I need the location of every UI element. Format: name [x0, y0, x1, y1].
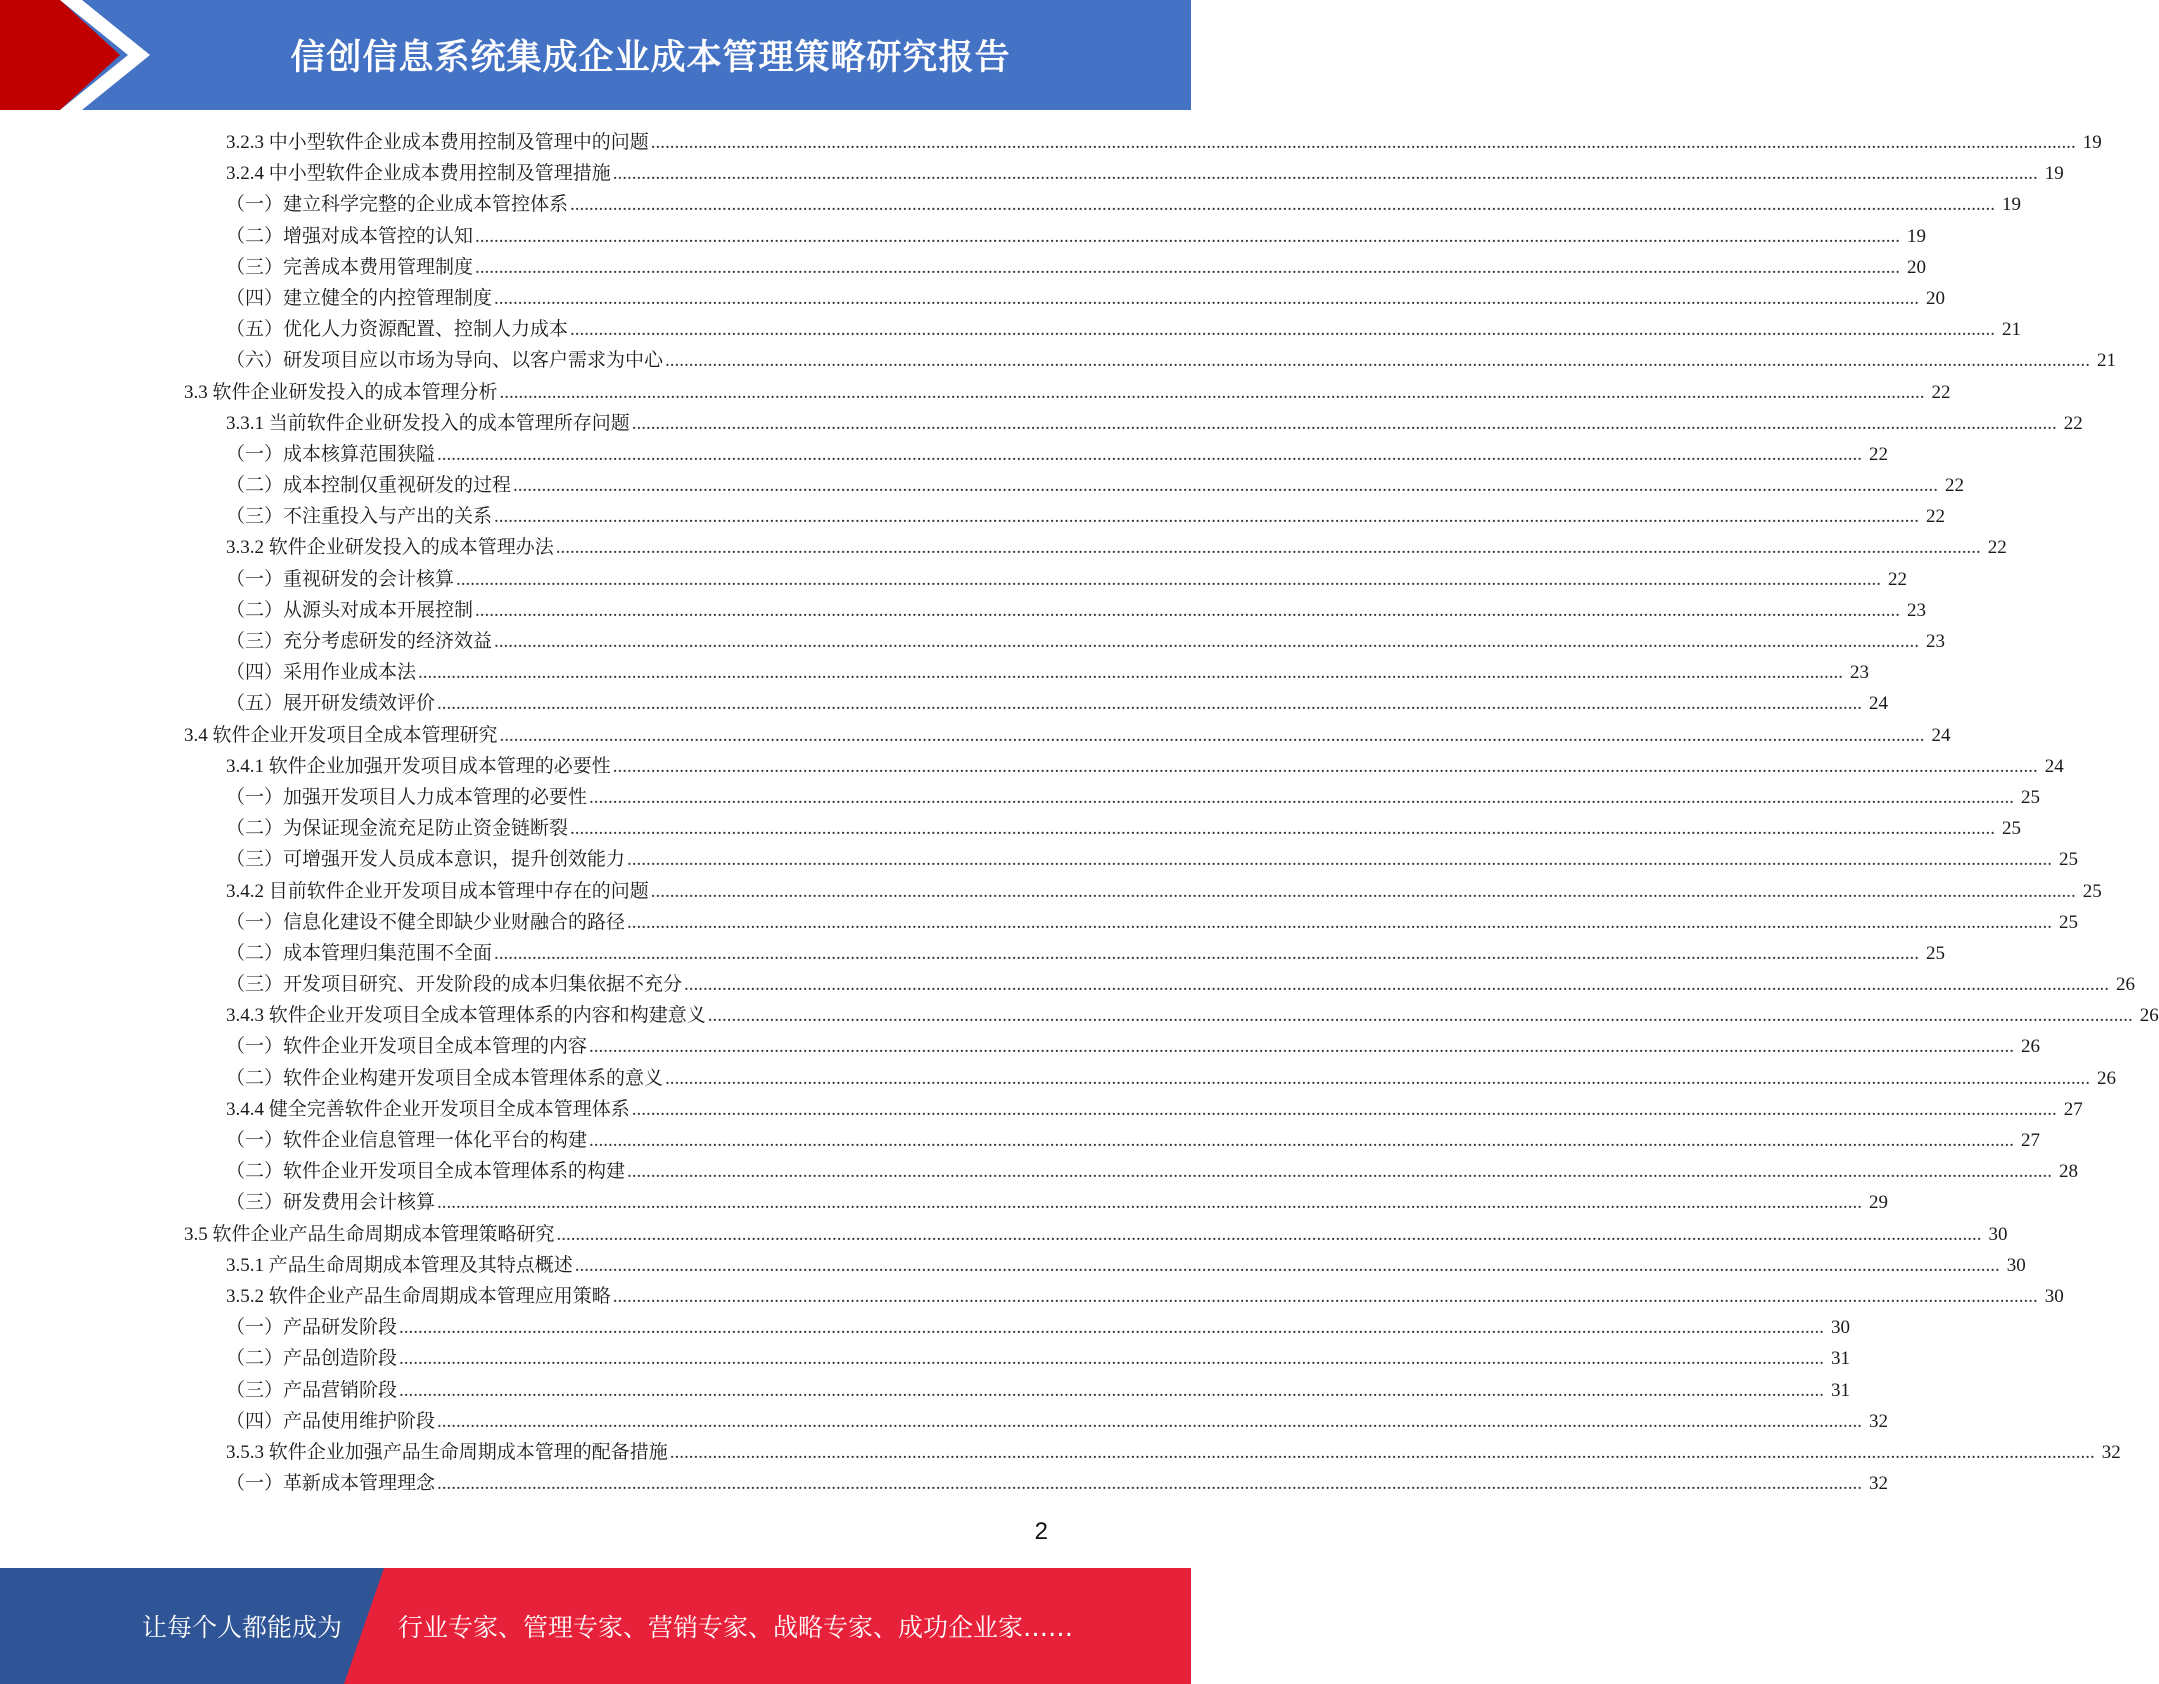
toc-entry-title: （一）软件企业开发项目全成本管理的内容 — [226, 1036, 588, 1058]
toc-leader-dots: ............................................................................................................................................................................................................................................................................................................ — [669, 1441, 2095, 1463]
toc-entry-page: 22 — [1926, 506, 1946, 528]
toc-entry-page: 22 — [2063, 412, 2083, 434]
toc-entry[interactable] — [0, 969, 2136, 1000]
toc-entry[interactable] — [0, 938, 1946, 969]
toc-entry[interactable] — [0, 1219, 2008, 1250]
toc-entry-title: （二）成本控制仅重视研发的过程 — [226, 475, 512, 497]
toc-entry[interactable] — [0, 127, 2102, 158]
toc-entry-page: 31 — [1831, 1379, 1851, 1401]
toc-entry-title: （四）产品使用维护阶段 — [226, 1410, 436, 1432]
toc-entry-page: 19 — [2002, 194, 2022, 216]
toc-entry[interactable] — [0, 595, 1927, 626]
toc-entry[interactable] — [0, 1187, 1889, 1218]
toc-entry[interactable] — [0, 1125, 2041, 1156]
toc-entry-page: 25 — [2002, 818, 2022, 840]
toc-entry[interactable] — [0, 1343, 1851, 1374]
toc-entry-title: 3.4.2 目前软件企业开发项目成本管理中存在的问题 — [226, 880, 649, 902]
toc-entry[interactable] — [0, 782, 2041, 813]
toc-entry[interactable] — [0, 189, 2022, 220]
toc-entry-title: （二）产品创造阶段 — [226, 1348, 398, 1370]
toc-entry-title: 3.4 软件企业开发项目全成本管理研究 — [184, 724, 498, 746]
toc-entry[interactable] — [0, 1094, 2083, 1125]
toc-entry-title: 3.5.3 软件企业加强产品生命周期成本管理的配备措施 — [226, 1441, 668, 1463]
toc-entry[interactable] — [0, 1437, 2121, 1468]
toc-leader-dots: ............................................................................................................................................................................................................................................................................................................ — [612, 163, 2038, 185]
toc-leader-dots: ............................................................................................................................................................................................................................................................................................................ — [631, 1098, 2057, 1120]
toc-entry[interactable] — [0, 844, 2079, 875]
toc-entry-title: 3.3 软件企业研发投入的成本管理分析 — [184, 381, 498, 403]
toc-entry-page: 32 — [2101, 1441, 2121, 1463]
toc-entry-title: （二）从源头对成本开展控制 — [226, 599, 474, 621]
toc-entry[interactable] — [0, 252, 1927, 283]
toc-entry-page: 24 — [1869, 693, 1889, 715]
toc-entry-title: 3.4.1 软件企业加强开发项目成本管理的必要性 — [226, 755, 611, 777]
toc-entry-page: 28 — [2059, 1161, 2079, 1183]
toc-entry[interactable] — [0, 1281, 2064, 1312]
toc-leader-dots: ............................................................................................................................................................................................................................................................................................................ — [475, 225, 1901, 247]
toc-entry-page: 30 — [2006, 1254, 2026, 1276]
footer-slogan-right: 行业专家、管理专家、营销专家、战略专家、成功企业家…… — [398, 1613, 1074, 1642]
toc-entry-title: 3.4.4 健全完善软件企业开发项目全成本管理体系 — [226, 1098, 630, 1120]
toc-entry-title: （三）完善成本费用管理制度 — [226, 256, 474, 278]
toc-entry-title: 3.3.1 当前软件企业研发投入的成本管理所存问题 — [226, 412, 630, 434]
toc-entry-title: （六）研发项目应以市场为导向、以客户需求为中心 — [226, 350, 664, 372]
table-of-contents — [0, 127, 2159, 1499]
toc-leader-dots: ............................................................................................................................................................................................................................................................................................................ — [556, 1223, 1982, 1245]
toc-entry-page: 21 — [2002, 319, 2022, 341]
toc-entry-page: 30 — [1831, 1317, 1851, 1339]
footer-slogan-left: 让每个人都能成为 — [142, 1613, 343, 1642]
toc-entry-page: 32 — [1869, 1410, 1889, 1432]
toc-leader-dots: ............................................................................................................................................................................................................................................................................................................ — [437, 1410, 1863, 1432]
toc-entry-title: （二）增强对成本管控的认知 — [226, 225, 474, 247]
toc-leader-dots: ............................................................................................................................................................................................................................................................................................................ — [494, 942, 1920, 964]
toc-entry-title: （四）建立健全的内控管理制度 — [226, 287, 493, 309]
toc-entry[interactable] — [0, 1312, 1851, 1343]
toc-leader-dots: ............................................................................................................................................................................................................................................................................................................ — [684, 974, 2110, 996]
toc-entry-page: 25 — [2082, 880, 2102, 902]
toc-entry-page: 23 — [1850, 662, 1870, 684]
toc-entry-page: 26 — [2139, 1005, 2159, 1027]
toc-entry-page: 25 — [1926, 942, 1946, 964]
toc-leader-dots: ............................................................................................................................................................................................................................................................................................................ — [665, 350, 2091, 372]
toc-entry-title: （二）为保证现金流充足防止资金链断裂 — [226, 818, 569, 840]
toc-leader-dots: ............................................................................................................................................................................................................................................................................................................ — [499, 724, 1925, 746]
toc-entry-page: 25 — [2059, 849, 2079, 871]
toc-leader-dots: ............................................................................................................................................................................................................................................................................................................ — [574, 1254, 2000, 1276]
toc-entry-title: （一）加强开发项目人力成本管理的必要性 — [226, 786, 588, 808]
toc-leader-dots: ............................................................................................................................................................................................................................................................................................................ — [437, 693, 1863, 715]
toc-entry-title: （一）革新成本管理理念 — [226, 1473, 436, 1495]
toc-entry-title: （二）软件企业开发项目全成本管理体系的构建 — [226, 1161, 626, 1183]
toc-entry[interactable] — [0, 470, 1965, 501]
toc-leader-dots: ............................................................................................................................................................................................................................................................................................................ — [555, 537, 1981, 559]
toc-entry-page: 27 — [2021, 1130, 2041, 1151]
toc-entry-page: 30 — [2044, 1285, 2064, 1307]
toc-leader-dots: ............................................................................................................................................................................................................................................................................................................ — [494, 287, 1920, 309]
toc-entry[interactable] — [0, 876, 2102, 907]
toc-entry-title: （二）成本管理归集范围不全面 — [226, 942, 493, 964]
toc-entry-page: 24 — [1931, 724, 1951, 746]
toc-leader-dots: ............................................................................................................................................................................................................................................................................................................ — [513, 475, 1939, 497]
toc-entry-page: 19 — [2082, 132, 2102, 153]
toc-entry-page: 27 — [2063, 1098, 2083, 1120]
toc-leader-dots: ............................................................................................................................................................................................................................................................................................................ — [437, 1192, 1863, 1214]
toc-entry[interactable] — [0, 1031, 2041, 1062]
toc-leader-dots: ............................................................................................................................................................................................................................................................................................................ — [494, 506, 1920, 528]
toc-leader-dots: ............................................................................................................................................................................................................................................................................................................ — [665, 1067, 2091, 1089]
toc-entry-title: 3.5 软件企业产品生命周期成本管理策略研究 — [184, 1223, 555, 1245]
toc-entry[interactable] — [0, 564, 1908, 595]
toc-entry[interactable] — [0, 439, 1889, 470]
toc-entry-title: 3.3.2 软件企业研发投入的成本管理办法 — [226, 537, 554, 559]
toc-leader-dots: ............................................................................................................................................................................................................................................................................................................ — [570, 818, 1996, 840]
toc-entry[interactable] — [0, 688, 1889, 719]
toc-entry[interactable] — [0, 221, 1927, 252]
toc-entry-title: 3.5.2 软件企业产品生命周期成本管理应用策略 — [226, 1285, 611, 1307]
toc-entry-title: （三）开发项目研究、开发阶段的成本归集依据不充分 — [226, 974, 683, 996]
toc-entry[interactable] — [0, 1250, 2026, 1281]
toc-entry-page: 22 — [1869, 443, 1889, 465]
toc-entry[interactable] — [0, 1468, 1889, 1499]
toc-entry-page: 26 — [2021, 1036, 2041, 1058]
toc-leader-dots: ............................................................................................................................................................................................................................................................................................................ — [627, 849, 2053, 871]
toc-entry-page: 31 — [1831, 1348, 1851, 1370]
toc-entry-title: （一）产品研发阶段 — [226, 1317, 398, 1339]
toc-leader-dots: ............................................................................................................................................................................................................................................................................................................ — [570, 194, 1996, 216]
toc-leader-dots: ............................................................................................................................................................................................................................................................................................................ — [612, 1285, 2038, 1307]
page-number: 2 — [1034, 1518, 1048, 1545]
toc-leader-dots: ............................................................................................................................................................................................................................................................................................................ — [475, 599, 1901, 621]
toc-entry[interactable] — [0, 1406, 1889, 1437]
toc-entry-page: 21 — [2097, 350, 2117, 372]
report-header — [0, 0, 1191, 110]
toc-entry-title: （三）充分考虑研发的经济效益 — [226, 631, 493, 652]
toc-entry-page: 32 — [1869, 1473, 1889, 1495]
toc-entry-page: 19 — [2044, 163, 2064, 185]
toc-entry-page: 22 — [1931, 381, 1951, 403]
toc-leader-dots: ............................................................................................................................................................................................................................................................................................................ — [650, 880, 2076, 902]
toc-leader-dots: ............................................................................................................................................................................................................................................................................................................ — [437, 1473, 1863, 1495]
toc-entry-page: 26 — [2097, 1067, 2117, 1089]
toc-entry-page: 20 — [1926, 287, 1946, 309]
toc-entry-page: 29 — [1869, 1192, 1889, 1214]
toc-leader-dots: ............................................................................................................................................................................................................................................................................................................ — [627, 911, 2053, 933]
toc-leader-dots: ............................................................................................................................................................................................................................................................................................................ — [707, 1005, 2133, 1027]
toc-entry[interactable] — [0, 345, 2117, 376]
toc-entry[interactable] — [0, 907, 2079, 938]
toc-leader-dots: ............................................................................................................................................................................................................................................................................................................ — [650, 132, 2076, 153]
toc-entry[interactable] — [0, 1063, 2117, 1094]
toc-entry-title: （四）采用作业成本法 — [226, 662, 417, 684]
toc-leader-dots: ............................................................................................................................................................................................................................................................................................................ — [475, 256, 1901, 278]
toc-entry-title: （三）研发费用会计核算 — [226, 1192, 436, 1214]
toc-leader-dots: ............................................................................................................................................................................................................................................................................................................ — [612, 755, 2038, 777]
toc-entry[interactable] — [0, 1375, 1851, 1406]
toc-leader-dots: ............................................................................................................................................................................................................................................................................................................ — [589, 786, 2015, 808]
toc-leader-dots: ............................................................................................................................................................................................................................................................................................................ — [437, 443, 1863, 465]
toc-leader-dots: ............................................................................................................................................................................................................................................................................................................ — [399, 1379, 1825, 1401]
toc-leader-dots: ............................................................................................................................................................................................................................................................................................................ — [627, 1161, 2053, 1183]
toc-entry-title: （三）可增强开发人员成本意识，提升创效能力 — [226, 849, 626, 871]
toc-entry[interactable] — [0, 501, 1946, 532]
toc-entry[interactable] — [0, 751, 2064, 782]
toc-entry[interactable] — [0, 720, 1951, 751]
toc-entry[interactable] — [0, 1000, 2159, 1031]
toc-entry-page: 22 — [1945, 475, 1965, 497]
toc-entry[interactable] — [0, 532, 2007, 563]
toc-leader-dots: ............................................................................................................................................................................................................................................................................................................ — [418, 662, 1844, 684]
toc-entry[interactable] — [0, 408, 2083, 439]
toc-entry-title: （二）软件企业构建开发项目全成本管理体系的意义 — [226, 1067, 664, 1089]
toc-entry-title: （五）展开研发绩效评价 — [226, 693, 436, 715]
toc-entry[interactable] — [0, 1156, 2079, 1187]
toc-entry-page: 30 — [1988, 1223, 2008, 1245]
toc-entry-title: （一）信息化建设不健全即缺少业财融合的路径 — [226, 911, 626, 933]
toc-entry-title: （一）建立科学完整的企业成本管控体系 — [226, 194, 569, 216]
toc-leader-dots: ............................................................................................................................................................................................................................................................................................................ — [589, 1130, 2015, 1151]
toc-entry-title: 3.2.3 中小型软件企业成本费用控制及管理中的问题 — [226, 132, 649, 153]
toc-entry-title: 3.5.1 产品生命周期成本管理及其特点概述 — [226, 1254, 573, 1276]
toc-leader-dots: ............................................................................................................................................................................................................................................................................................................ — [456, 568, 1882, 590]
toc-entry[interactable] — [0, 813, 2022, 844]
toc-entry-title: 3.2.4 中小型软件企业成本费用控制及管理措施 — [226, 163, 611, 185]
report-footer — [0, 1568, 1191, 1684]
toc-entry-page: 20 — [1907, 256, 1927, 278]
toc-entry[interactable] — [0, 657, 1870, 688]
toc-entry-page: 22 — [1888, 568, 1908, 590]
toc-entry-title: （三）不注重投入与产出的关系 — [226, 506, 493, 528]
toc-entry-title: 3.4.3 软件企业开发项目全成本管理体系的内容和构建意义 — [226, 1005, 706, 1027]
toc-leader-dots: ............................................................................................................................................................................................................................................................................................................ — [499, 381, 1925, 403]
toc-entry-page: 24 — [2044, 755, 2064, 777]
toc-entry-page: 26 — [2116, 974, 2136, 996]
toc-entry-title: （五）优化人力资源配置、控制人力成本 — [226, 319, 569, 341]
toc-entry-title: （三）产品营销阶段 — [226, 1379, 398, 1401]
toc-entry-title: （一）成本核算范围狭隘 — [226, 443, 436, 465]
toc-entry-page: 23 — [1926, 631, 1946, 652]
toc-entry-title: （一）重视研发的会计核算 — [226, 568, 455, 590]
toc-entry-page: 25 — [2021, 786, 2041, 808]
toc-entry[interactable] — [0, 377, 1951, 408]
toc-leader-dots: ............................................................................................................................................................................................................................................................................................................ — [589, 1036, 2015, 1058]
toc-entry[interactable] — [0, 283, 1946, 314]
toc-leader-dots: ............................................................................................................................................................................................................................................................................................................ — [399, 1348, 1825, 1370]
toc-leader-dots: ............................................................................................................................................................................................................................................................................................................ — [631, 412, 2057, 434]
chevron-arrow-icon — [0, 0, 160, 110]
toc-leader-dots: ............................................................................................................................................................................................................................................................................................................ — [494, 631, 1920, 652]
toc-leader-dots: ............................................................................................................................................................................................................................................................................................................ — [399, 1317, 1825, 1339]
toc-leader-dots: ............................................................................................................................................................................................................................................................................................................ — [570, 319, 1996, 341]
toc-entry-page: 23 — [1907, 599, 1927, 621]
toc-entry-page: 19 — [1907, 225, 1927, 247]
toc-entry-page: 25 — [2059, 911, 2079, 933]
toc-entry[interactable] — [0, 314, 2022, 345]
report-title: 信创信息系统集成企业成本管理策略研究报告 — [290, 38, 1011, 78]
toc-entry-title: （一）软件企业信息管理一体化平台的构建 — [226, 1130, 588, 1151]
toc-entry[interactable] — [0, 626, 1946, 657]
toc-entry[interactable] — [0, 158, 2064, 189]
toc-entry-page: 22 — [1987, 537, 2007, 559]
